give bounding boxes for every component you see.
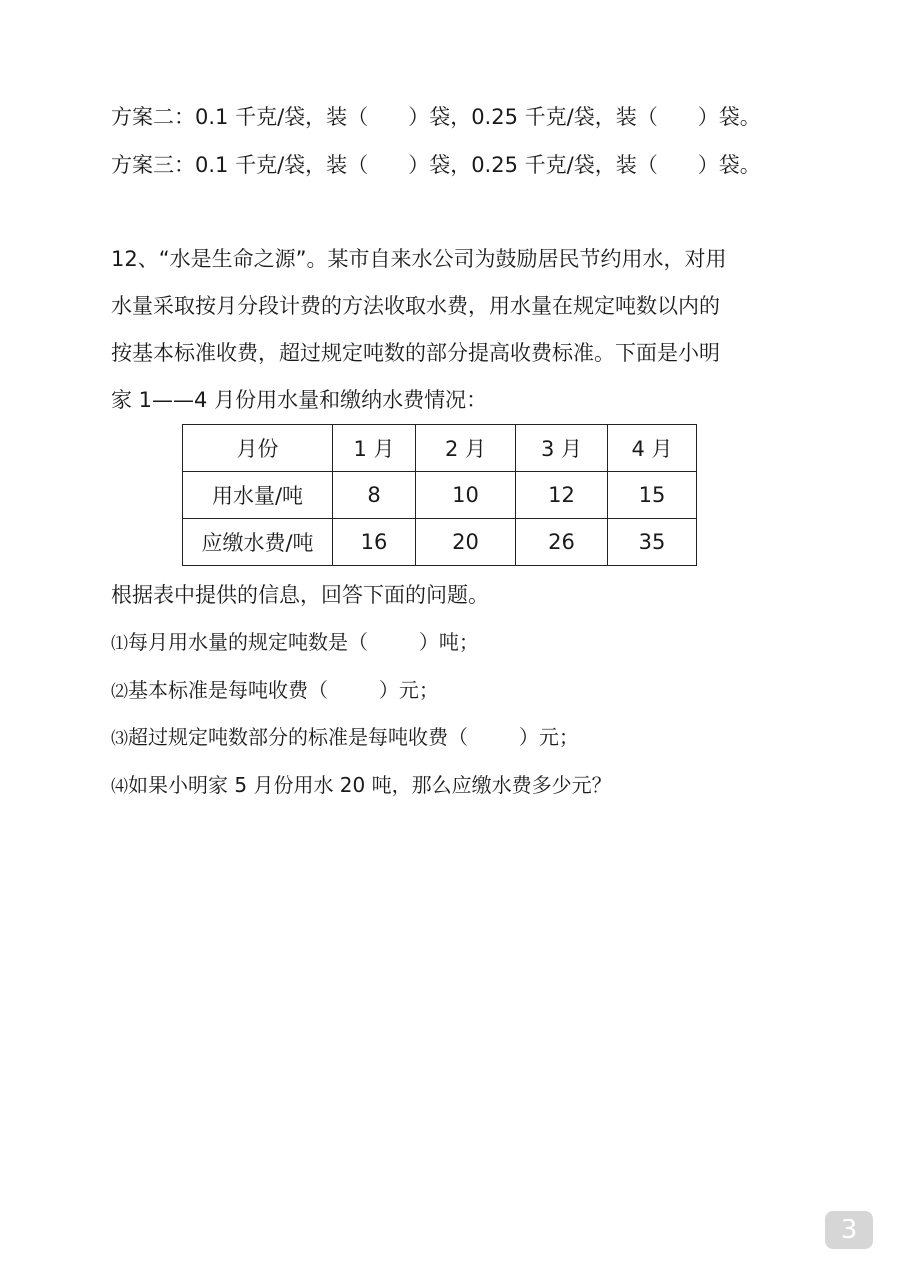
problem-12-line: 12、“水是生命之源”。某市自来水公司为鼓励居民节约用水，对用 (111, 247, 727, 271)
problem-12-stem (111, 236, 791, 424)
table-cell: 35 (608, 519, 697, 566)
table-cell: 10 (416, 472, 516, 519)
table-cell: 用水量/吨 (183, 472, 333, 519)
question-text: 超过规定吨数部分的标准是每吨收费（ ）元； (128, 725, 579, 749)
question-text: 每月用水量的规定吨数是（ ）吨； (128, 630, 479, 654)
question-number: ⑷ (111, 777, 128, 797)
table-cell: 20 (416, 519, 516, 566)
question-text: 基本标准是每吨收费（ ）元； (128, 678, 439, 702)
problem-12-line: 水量采取按月分段计费的方法收取水费，用水量在规定吨数以内的 (111, 294, 720, 318)
question-number: ⑶ (111, 729, 128, 749)
water-usage-table (182, 424, 697, 566)
table-cell: 12 (516, 472, 608, 519)
table-cell: 26 (516, 519, 608, 566)
table-row (183, 519, 697, 566)
question-4 (111, 770, 612, 802)
table-cell: 16 (333, 519, 416, 566)
question-3 (111, 722, 579, 754)
table-header-cell: 2 月 (416, 425, 516, 472)
table-cell: 应缴水费/吨 (183, 519, 333, 566)
table-row (183, 472, 697, 519)
table-cell: 15 (608, 472, 697, 519)
question-1 (111, 627, 479, 659)
problem-12-line: 按基本标准收费，超过规定吨数的部分提高收费标准。下面是小明 (111, 341, 720, 365)
table-header-cell: 3 月 (516, 425, 608, 472)
question-number: ⑴ (111, 634, 128, 654)
table-header-cell: 4 月 (608, 425, 697, 472)
table-cell: 8 (333, 472, 416, 519)
instruction-text: 根据表中提供的信息，回答下面的问题。 (111, 583, 489, 607)
plan-2-line: 方案二：0.1 千克/袋，装（ ）袋，0.25 千克/袋，装（ ）袋。 (111, 105, 761, 129)
question-text: 如果小明家 5 月份用水 20 吨，那么应缴水费多少元？ (128, 773, 612, 797)
page-number-badge: 3 (825, 1211, 873, 1249)
table-header-cell: 月份 (183, 425, 333, 472)
problem-12-line: 家 1——4 月份用水量和缴纳水费情况： (111, 388, 488, 412)
question-2 (111, 675, 439, 707)
table-header-cell: 1 月 (333, 425, 416, 472)
question-number: ⑵ (111, 682, 128, 702)
table-header-row (183, 425, 697, 472)
plan-3-line: 方案三：0.1 千克/袋，装（ ）袋，0.25 千克/袋，装（ ）袋。 (111, 153, 761, 177)
